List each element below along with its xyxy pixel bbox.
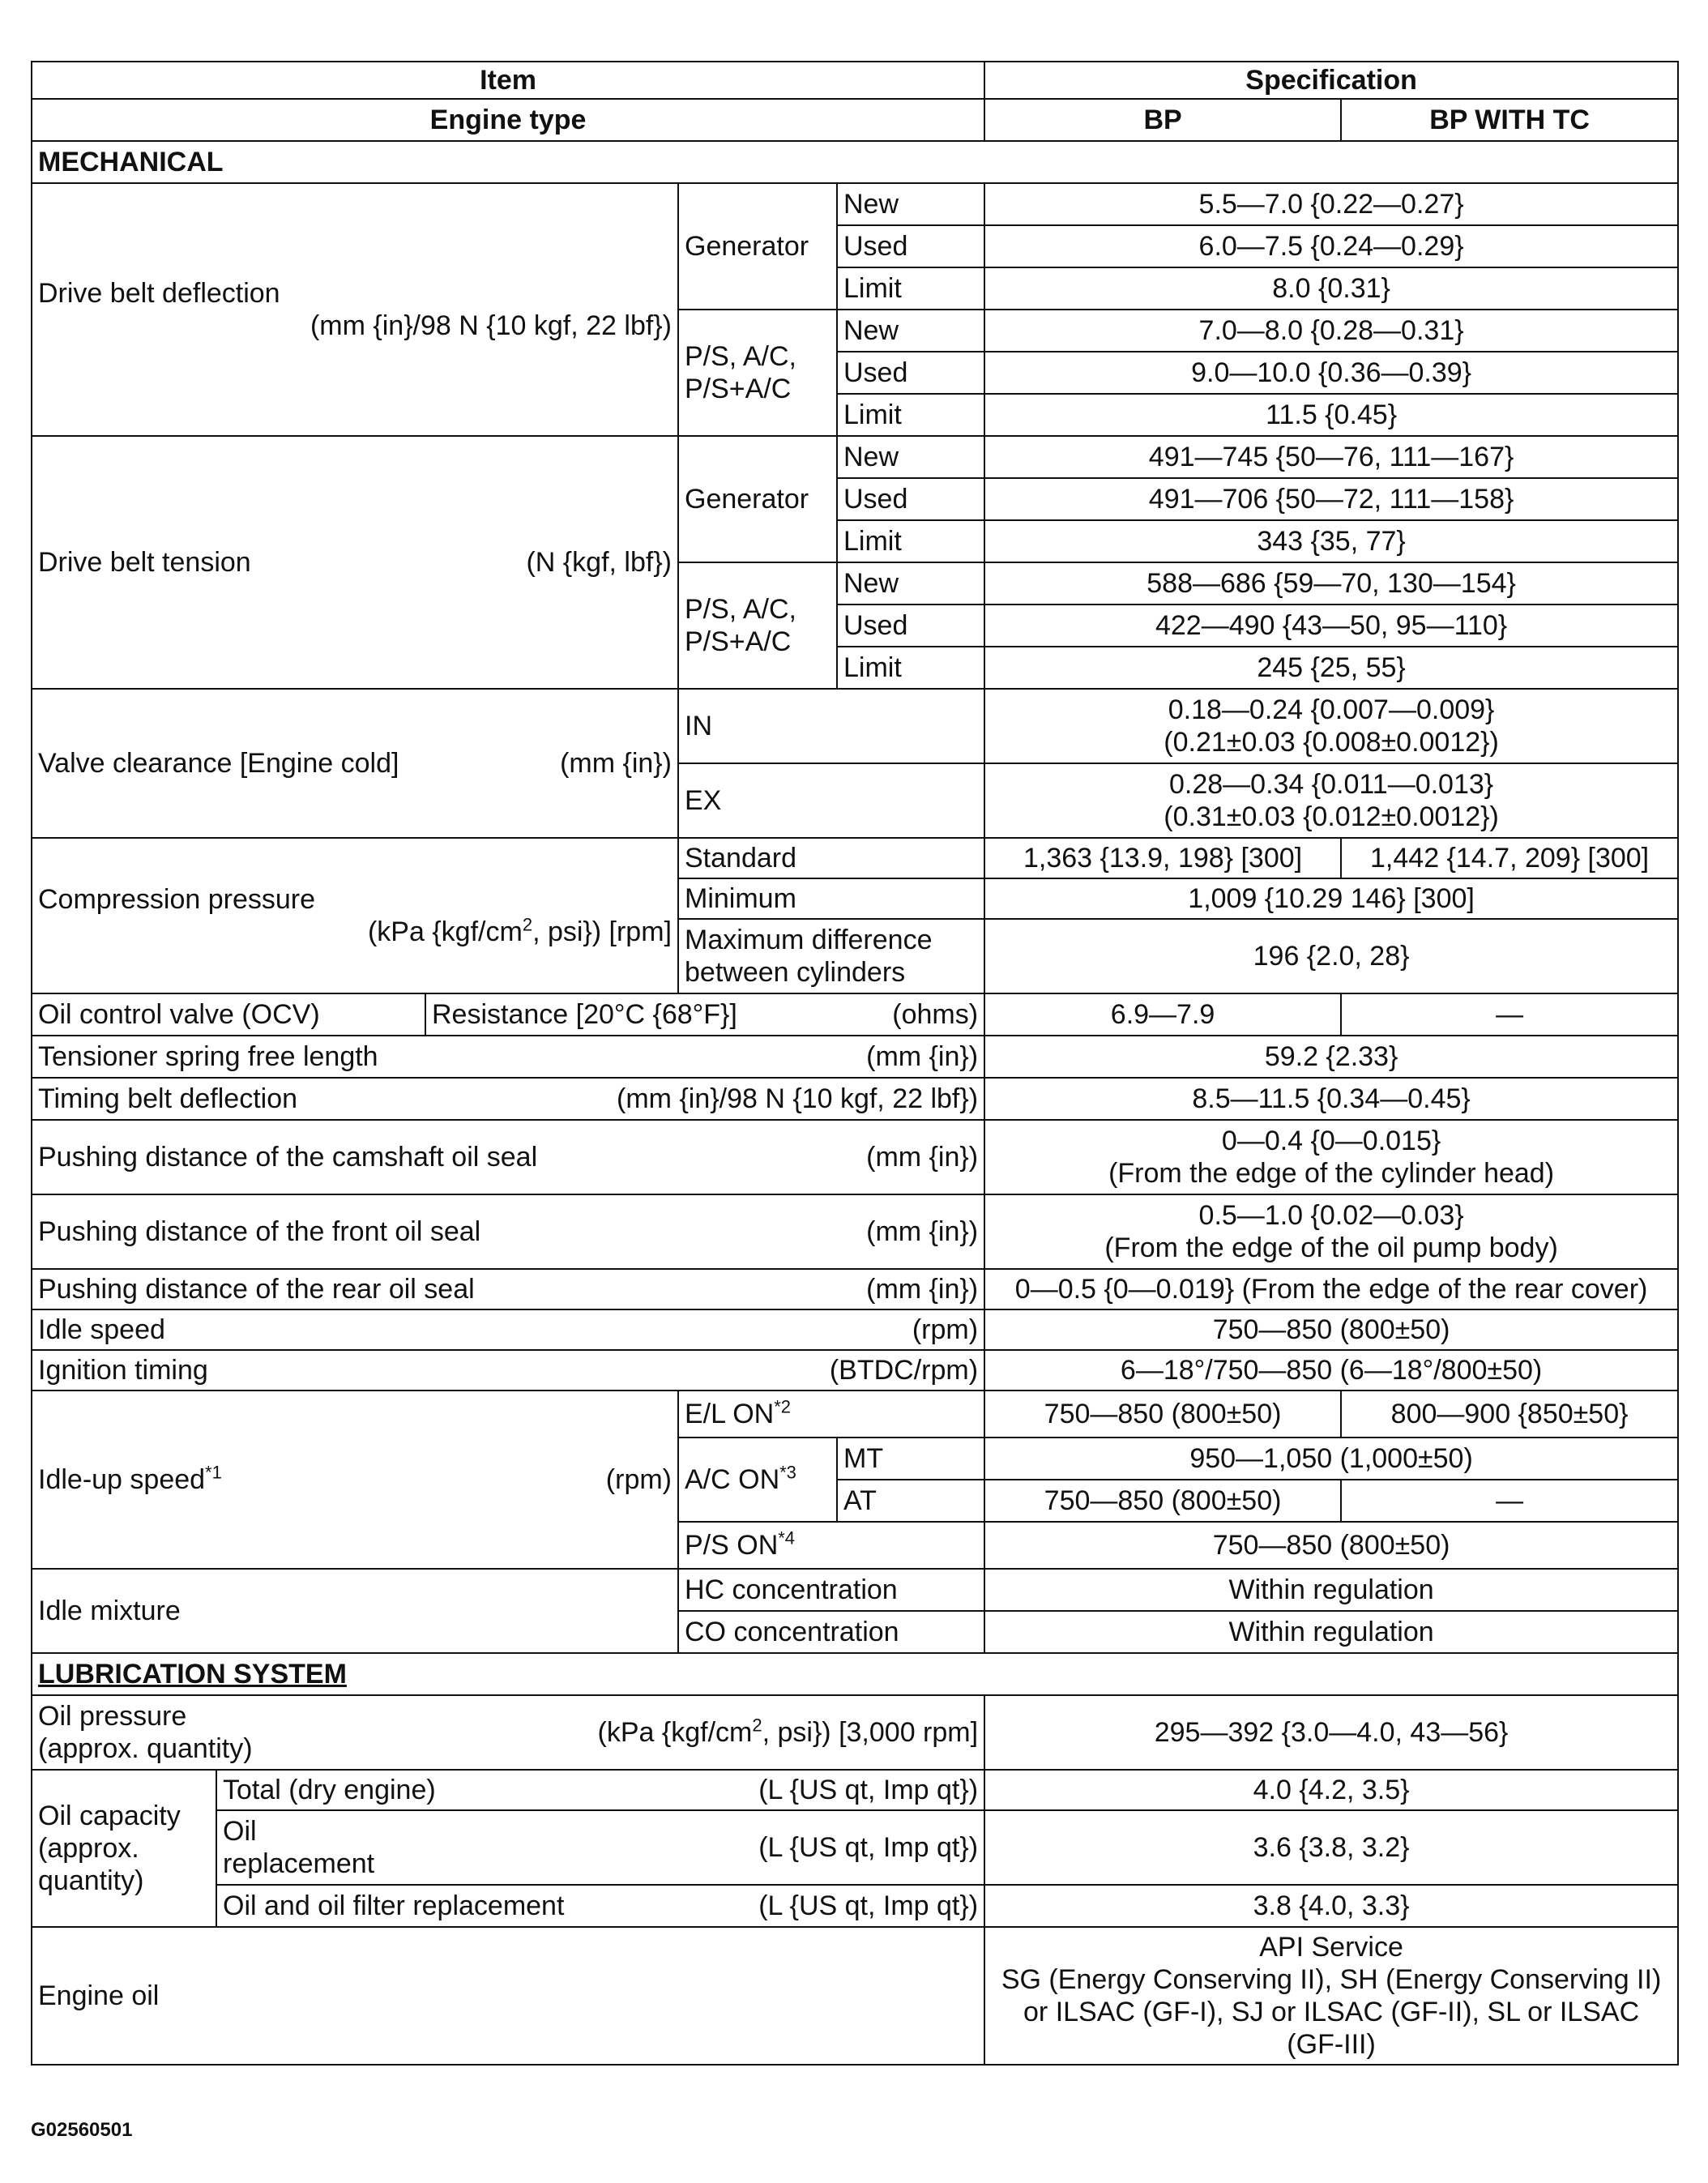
tensioner-spring-label: Tensioner spring free length (mm {in}) — [32, 1036, 984, 1078]
idle-up-ac: A/C ON$^{*3}$ — [678, 1438, 837, 1522]
idle-up-at-tc: — — [1341, 1480, 1678, 1522]
idle-speed-value: 750—850 (800±50) — [984, 1309, 1678, 1350]
oil-cap-total: Total (dry engine) (L {US qt, Imp qt}) — [216, 1770, 984, 1810]
dbt-gen-limit: Limit — [837, 520, 984, 562]
cam-seal-value: 0—0.4 {0—0.015} (From the edge of the cylinder head) — [984, 1120, 1678, 1194]
dbt-ps-limit-value: 245 {25, 55} — [984, 647, 1678, 689]
comp-standard: Standard — [678, 838, 984, 878]
dbd-ps-line2: P/S+A/C — [685, 374, 792, 404]
dbd-gen-new-value: 5.5—7.0 {0.22—0.27} — [984, 183, 1678, 225]
comp-max-diff — [678, 919, 984, 993]
front-seal-value: 0.5—1.0 {0.02—0.03} (From the edge of the oil pump body) — [984, 1194, 1678, 1269]
dbt-gen-used-value: 491—706 {50—72, 111—158} — [984, 478, 1678, 520]
dbt-ps-line2: P/S+A/C — [685, 626, 792, 657]
comp-maxdiff-line1: Maximum difference — [685, 925, 933, 955]
idle-up-el: E/L ON$^{*2}$ — [678, 1391, 984, 1438]
section-lubrication: LUBRICATION SYSTEM — [32, 1653, 1678, 1695]
oil-cap-replacement-value: 3.6 {3.8, 3.2} — [984, 1810, 1678, 1885]
idle-up-ps: P/S ON$^{*4}$ — [678, 1522, 984, 1569]
dbt-ps-used-value: 422—490 {43—50, 95—110} — [984, 604, 1678, 647]
ocv-label: Oil control valve (OCV) — [32, 993, 425, 1036]
ocv-resistance — [425, 993, 984, 1036]
oil-cap-total-value: 4.0 {4.2, 3.5} — [984, 1770, 1678, 1810]
dbd-ps-line1: P/S, A/C, — [685, 341, 796, 372]
idle-mixture-hc-value: Within regulation — [984, 1569, 1678, 1611]
idle-mixture-co: CO concentration — [678, 1611, 984, 1653]
valve-in-value — [984, 689, 1678, 763]
compression-label — [32, 838, 678, 993]
oil-pressure-label: Oil pressure (approx. quantity) (kPa {$kgf/cm^2$, psi}) [3,000 rpm] — [32, 1695, 984, 1770]
idle-mixture-co-value: Within regulation — [984, 1611, 1678, 1653]
dbt-ps-new: New — [837, 562, 984, 604]
dbt-ps-ac — [678, 562, 837, 689]
dbd-ps-limit: Limit — [837, 394, 984, 436]
idle-up-el-tc: 800—900 {850±50} — [1341, 1391, 1678, 1438]
tensioner-spring-value: 59.2 {2.33} — [984, 1036, 1678, 1078]
dbd-ps-used: Used — [837, 352, 984, 394]
oil-cap-replacement: Oil replacement (L {US qt, Imp qt}) — [216, 1810, 984, 1885]
valve-in-line2: (0.21±0.03 {0.008±0.0012}) — [1164, 727, 1499, 758]
dbd-generator: Generator — [678, 183, 837, 310]
comp-label: Compression pressure — [38, 884, 316, 915]
dbt-gen-new: New — [837, 436, 984, 478]
valve-in: IN — [678, 689, 984, 763]
cam-seal-label: Pushing distance of the camshaft oil seal (mm {in}) — [32, 1120, 984, 1194]
idle-up-at: AT — [837, 1480, 984, 1522]
valve-ex-line2: (0.31±0.03 {0.012±0.0012}) — [1164, 801, 1499, 832]
dbd-ps-new: New — [837, 310, 984, 352]
valve-ex-value — [984, 763, 1678, 838]
ocv-res-label: Resistance [20°C {68°F}] — [432, 999, 737, 1030]
oil-pressure-value: 295—392 {3.0—4.0, 43—56} — [984, 1695, 1678, 1770]
drive-belt-tension-label — [32, 436, 678, 689]
dbt-label: Drive belt tension — [38, 547, 251, 578]
valve-clearance-label — [32, 689, 678, 838]
dbt-gen-new-value: 491—745 {50—76, 111—167} — [984, 436, 1678, 478]
idle-mixture-label: Idle mixture — [32, 1569, 678, 1653]
valve-unit: (mm {in}) — [560, 748, 672, 779]
dbd-label: Drive belt deflection — [38, 278, 280, 309]
dbt-gen-used: Used — [837, 478, 984, 520]
valve-ex-line1: 0.28—0.34 {0.011—0.013} — [1168, 769, 1494, 800]
oil-capacity-label: Oil capacity (approx. quantity) — [32, 1770, 216, 1927]
dbt-generator: Generator — [678, 436, 837, 562]
comp-std-bp: 1,363 {13.9, 198} [300] — [984, 838, 1341, 878]
drive-belt-deflection-label — [32, 183, 678, 436]
dbt-ps-used: Used — [837, 604, 984, 647]
dbd-ps-used-value: 9.0—10.0 {0.36—0.39} — [984, 352, 1678, 394]
idle-up-at-bp: 750—850 (800±50) — [984, 1480, 1341, 1522]
dbt-ps-line1: P/S, A/C, — [685, 594, 796, 625]
header-bp: BP — [984, 99, 1341, 141]
header-bp-with-tc: BP WITH TC — [1341, 99, 1678, 141]
valve-in-line1: 0.18—0.24 {0.007—0.009} — [1168, 694, 1495, 725]
dbt-ps-new-value: 588—686 {59—70, 130—154} — [984, 562, 1678, 604]
dbd-unit: (mm {in}/98 N {10 kgf, 22 lbf}) — [310, 310, 672, 341]
dbd-gen-limit: Limit — [837, 267, 984, 310]
ocv-bp-value: 6.9—7.9 — [984, 993, 1341, 1036]
idle-speed-label: Idle speed (rpm) — [32, 1309, 984, 1350]
valve-label: Valve clearance [Engine cold] — [38, 748, 399, 779]
idle-up-el-bp: 750—850 (800±50) — [984, 1391, 1341, 1438]
dbd-ps-ac — [678, 310, 837, 436]
dbd-gen-used: Used — [837, 225, 984, 267]
ocv-unit: (ohms) — [892, 999, 979, 1030]
header-specification: Specification — [984, 62, 1678, 99]
ocv-tc-value: — — [1341, 993, 1678, 1036]
dbd-gen-used-value: 6.0—7.5 {0.24—0.29} — [984, 225, 1678, 267]
dbt-ps-limit: Limit — [837, 647, 984, 689]
timing-belt-value: 8.5—11.5 {0.34—0.45} — [984, 1078, 1678, 1120]
comp-min-value: 1,009 {10.29 146} [300] — [984, 878, 1678, 919]
comp-maxdiff-line2: between cylinders — [685, 957, 906, 988]
idle-up-mt-value: 950—1,050 (1,000±50) — [984, 1438, 1678, 1480]
dbd-gen-new: New — [837, 183, 984, 225]
idle-up-label: Idle-up speed$^{*1}$ (rpm) — [32, 1391, 678, 1569]
engine-oil-value: API Service SG (Energy Conserving II), SH (Energy Conserving II) or ILSAC (GF-I), SJ or ILSAC (GF-II), SL or ILSAC (GF-III) — [984, 1927, 1678, 2065]
comp-std-tc: 1,442 {14.7, 209} [300] — [1341, 838, 1678, 878]
rear-seal-value: 0—0.5 {0—0.019} (From the edge of the rear cover) — [984, 1269, 1678, 1309]
spec-sheet — [31, 61, 1677, 2066]
dbd-gen-limit-value: 8.0 {0.31} — [984, 267, 1678, 310]
engine-oil-label: Engine oil — [32, 1927, 984, 2065]
dbd-ps-new-value: 7.0—8.0 {0.28—0.31} — [984, 310, 1678, 352]
header-engine-type: Engine type — [32, 99, 984, 141]
ignition-timing-label: Ignition timing (BTDC/rpm) — [32, 1350, 984, 1391]
front-seal-label: Pushing distance of the front oil seal (mm {in}) — [32, 1194, 984, 1269]
dbt-unit: (N {kgf, lbf}) — [526, 547, 672, 578]
specification-table — [31, 61, 1679, 2066]
header-item: Item — [32, 62, 984, 99]
comp-diff-value: 196 {2.0, 28} — [984, 919, 1678, 993]
figure-id: G02560501 — [31, 2119, 133, 2141]
dbd-ps-limit-value: 11.5 {0.45} — [984, 394, 1678, 436]
valve-ex: EX — [678, 763, 984, 838]
comp-unit: (kPa {$kgf/cm^2$, psi}) [rpm] — [367, 914, 672, 947]
idle-up-mt: MT — [837, 1438, 984, 1480]
comp-minimum: Minimum — [678, 878, 984, 919]
section-mechanical: MECHANICAL — [32, 141, 1678, 183]
rear-seal-label: Pushing distance of the rear oil seal (mm {in}) — [32, 1269, 984, 1309]
idle-up-ps-value: 750—850 (800±50) — [984, 1522, 1678, 1569]
oil-cap-filter-value: 3.8 {4.0, 3.3} — [984, 1885, 1678, 1927]
dbt-gen-limit-value: 343 {35, 77} — [984, 520, 1678, 562]
oil-cap-filter: Oil and oil filter replacement (L {US qt, Imp qt}) — [216, 1885, 984, 1927]
ignition-timing-value: 6—18°/750—850 (6—18°/800±50) — [984, 1350, 1678, 1391]
timing-belt-label: Timing belt deflection (mm {in}/98 N {10 kgf, 22 lbf}) — [32, 1078, 984, 1120]
idle-mixture-hc: HC concentration — [678, 1569, 984, 1611]
